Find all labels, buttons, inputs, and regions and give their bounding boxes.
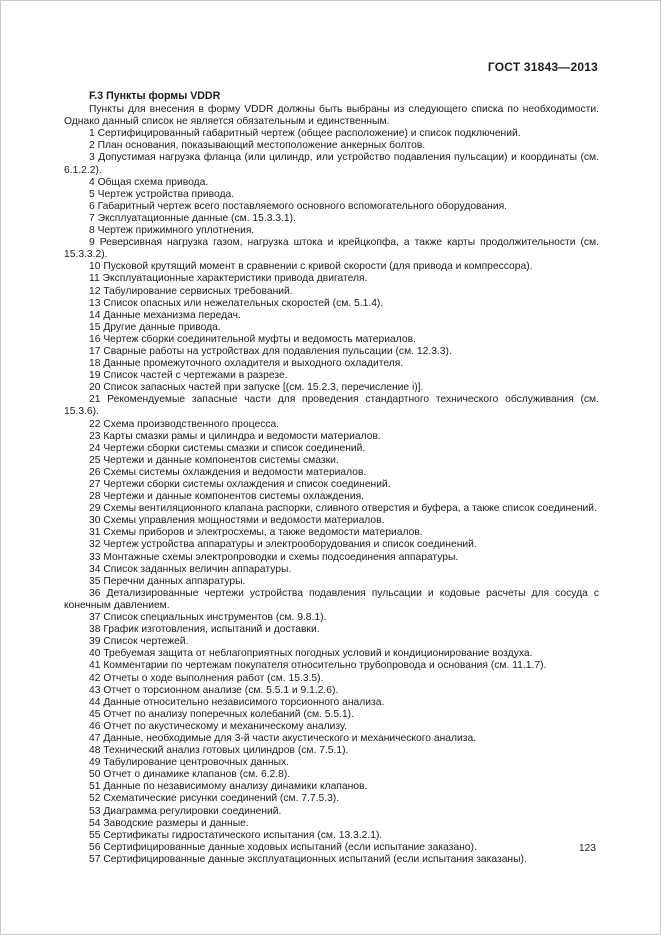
list-item: 28 Чертежи и данные компонентов системы охлаждения. bbox=[89, 491, 365, 503]
list-item: 10 Пусковой крутящий момент в сравнении с кривой скорости (для привода и компрессора). bbox=[89, 261, 533, 273]
list-item: 26 Схемы системы охлаждения и ведомости материалов. bbox=[89, 466, 367, 478]
list-item: 32 Чертеж устройства аппаратуры и электрооборудования и список соединений. bbox=[89, 539, 477, 551]
list-item: 31 Схемы приборов и электросхемы, а также ведомости материалов. bbox=[89, 527, 423, 539]
list-item: 54 Заводские размеры и данные. bbox=[89, 817, 249, 829]
standard-code: ГОСТ 31843—2013 bbox=[487, 60, 598, 74]
list-item: 36 Детализированные чертежи устройства подавления пульсации и кодовые расчеты для сосуда с конечным давлением. bbox=[64, 587, 599, 611]
list-item: 13 Список опасных или нежелательных скоростей (см. 5.1.4). bbox=[89, 297, 384, 309]
list-item: 46 Отчет по акустическому и механическому анализу. bbox=[89, 720, 347, 732]
list-item: 47 Данные, необходимые для 3-й части акустического и механического анализа. bbox=[89, 732, 477, 744]
list-item: 24 Чертежи сборки системы смазки и список соединений. bbox=[89, 442, 366, 454]
section-heading: F.3 Пункты формы VDDR bbox=[89, 90, 221, 102]
list-item: 51 Данные по независимому анализу динамики клапанов. bbox=[89, 781, 368, 793]
list-item: 3 Допустимая нагрузка фланца (или цилиндр, или устройство подавления пульсации) и координаты (см. 6.1.2.2). bbox=[64, 152, 599, 176]
list-item: 11 Эксплуатационные характеристики привода двигателя. bbox=[89, 273, 368, 285]
list-item: 1 Сертифицированный габаритный чертеж (общее расположение) и список подключений. bbox=[89, 128, 521, 140]
list-item: 5 Чертеж устройства привода. bbox=[89, 188, 235, 200]
list-item: 33 Монтажные схемы электропроводки и схемы подсоединения аппаратуры. bbox=[89, 551, 459, 563]
list-item: 16 Чертеж сборки соединительной муфты и ведомость материалов. bbox=[89, 333, 416, 345]
list-item: 55 Сертификаты гидростатического испытания (см. 13.3.2.1). bbox=[89, 829, 383, 841]
list-item: 23 Карты смазки рамы и цилиндра и ведомости материалов. bbox=[89, 430, 381, 442]
list-item: 25 Чертежи и данные компонентов системы смазки. bbox=[89, 454, 339, 466]
list-item: 19 Список частей с чертежами в разрезе. bbox=[89, 370, 288, 382]
list-item: 44 Данные относительно независимого торсионного анализа. bbox=[89, 696, 385, 708]
item-list bbox=[64, 128, 599, 866]
running-header bbox=[488, 60, 598, 74]
list-item: 40 Требуемая защита от неблагоприятных погодных условий и кондиционирование воздуха. bbox=[89, 648, 533, 660]
list-item: 34 Список заданных величин аппаратуры. bbox=[89, 563, 292, 575]
list-item: 22 Схема производственного процесса. bbox=[89, 418, 280, 430]
list-item: 38 График изготовления, испытаний и доставки. bbox=[89, 624, 320, 636]
list-item: 53 Диаграмма регулировки соединений. bbox=[89, 805, 282, 817]
list-item: 15 Другие данные привода. bbox=[89, 321, 221, 333]
list-item: 41 Комментарии по чертежам покупателя относительно трубопровода и основания (см. 11.1.7). bbox=[89, 660, 547, 672]
list-item: 6 Габаритный чертеж всего поставляемого основного вспомогательного оборудования. bbox=[89, 200, 508, 212]
list-item: 56 Сертифицированные данные ходовых испытаний (если испытание заказано). bbox=[89, 841, 477, 853]
list-item: 17 Сварные работы на устройствах для подавления пульсации (см. 12.3.3). bbox=[89, 345, 452, 357]
list-item: 49 Табулирование центровочных данных. bbox=[89, 757, 289, 769]
list-item: 45 Отчет по анализу поперечных колебаний (см. 5.5.1). bbox=[89, 708, 354, 720]
list-item: 30 Схемы управления мощностями и ведомости материалов. bbox=[89, 515, 385, 527]
list-item: 52 Схематические рисунки соединений (см. 7.7.5.3). bbox=[89, 793, 340, 805]
list-item: 39 Список чертежей. bbox=[89, 636, 189, 648]
list-item: 21 Рекомендуемые запасные части для проведения стандартного технического обслуживания (см. 15.3.6). bbox=[64, 394, 599, 418]
list-item: 12 Табулирование сервисных требований. bbox=[89, 285, 293, 297]
list-item: 37 Список специальных инструментов (см. 9.8.1). bbox=[89, 612, 327, 624]
page-number: 123 bbox=[578, 843, 596, 854]
list-item: 18 Данные промежуточного охладителя и выходного охладителя. bbox=[89, 358, 404, 370]
list-item: 7 Эксплуатационные данные (см. 15.3.3.1). bbox=[89, 212, 296, 224]
list-item: 50 Отчет о динамике клапанов (см. 6.2.8). bbox=[89, 769, 291, 781]
intro-paragraph: Пункты для внесения в форму VDDR должны быть выбраны из следующего списка по необходимости. Однако данный список не является обязательным и единственным. bbox=[64, 104, 599, 128]
list-item: 29 Схемы вентиляционного клапана распорки, сливного отверстия и буфера, а также список соединений. bbox=[89, 503, 597, 515]
list-item: 4 Общая схема привода. bbox=[89, 176, 209, 188]
list-item: 9 Реверсивная нагрузка газом, нагрузка штока и крейцкопфа, а также карты продолжительности (см. 15.3.3.2). bbox=[64, 237, 599, 261]
list-item: 35 Перечни данных аппаратуры. bbox=[89, 575, 246, 587]
list-item: 48 Технический анализ готовых цилиндров (см. 7.5.1). bbox=[89, 745, 349, 757]
list-item: 14 Данные механизма передач. bbox=[89, 309, 241, 321]
list-item: 2 План основания, показывающий местоположение анкерных болтов. bbox=[89, 140, 426, 152]
list-item: 57 Сертифицированные данные эксплуатационных испытаний (если испытания заказаны). bbox=[89, 853, 527, 865]
list-item: 20 Список запасных частей при запуске [(см. 15.2.3, перечисление i)]. bbox=[89, 382, 424, 394]
list-item: 27 Чертежи сборки системы охлаждения и список соединений. bbox=[89, 479, 391, 490]
document-content bbox=[64, 90, 599, 866]
list-item: 42 Отчеты о ходе выполнения работ (см. 15.3.5). bbox=[89, 672, 324, 684]
list-item: 43 Отчет о торсионном анализе (см. 5.5.1 и 9.1.2.6). bbox=[89, 684, 339, 696]
list-item: 8 Чертеж прижимного уплотнения. bbox=[89, 225, 255, 237]
